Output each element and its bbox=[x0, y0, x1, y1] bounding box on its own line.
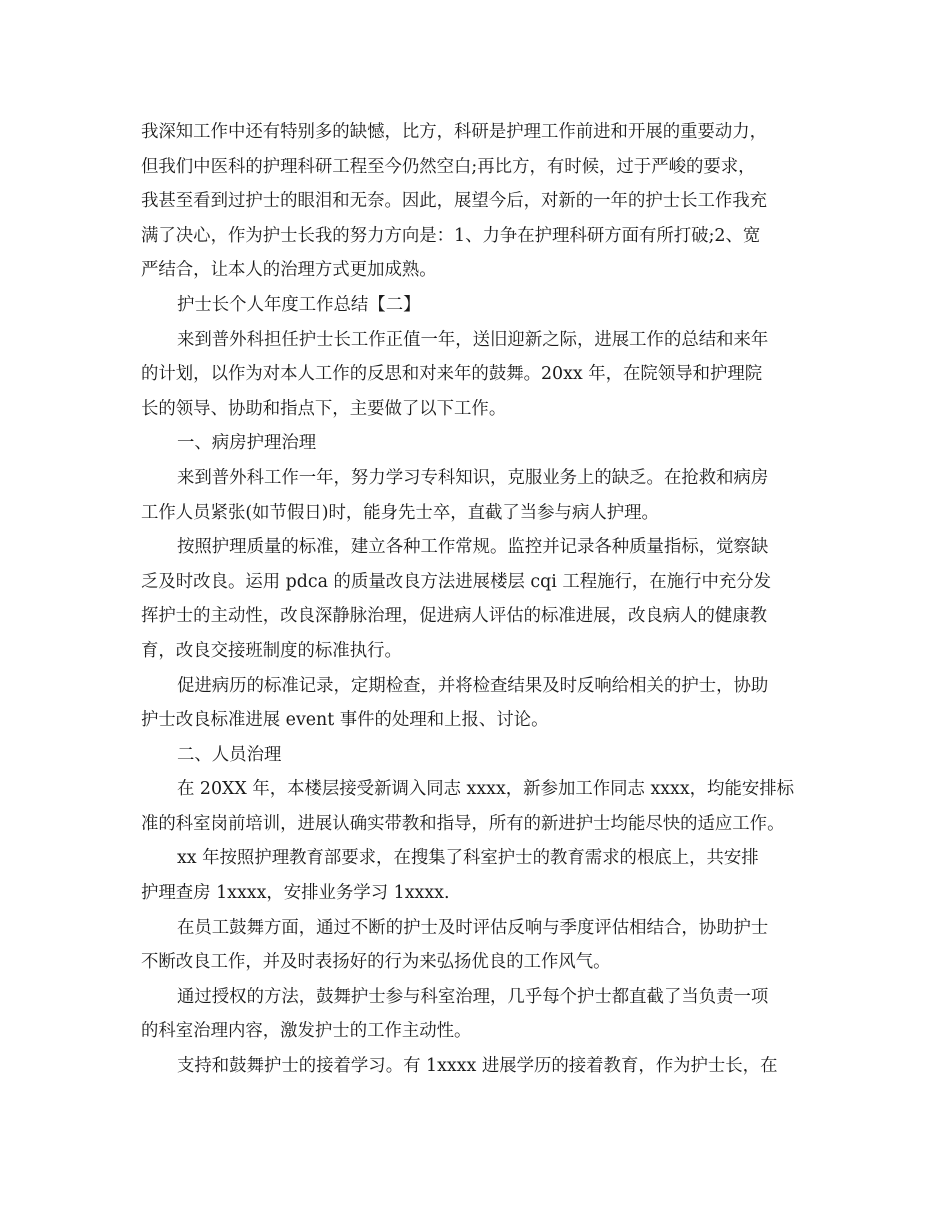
text-line: 的科室治理内容，激发护士的工作主动性。 bbox=[141, 1021, 472, 1042]
text-line: 来到普外科工作一年，努力学习专科知识，克服业务上的缺乏。在抢救和病房 bbox=[177, 467, 769, 488]
text-line: 准的科室岗前培训，进展认确实带教和指导，所有的新进护士均能尽快的适应工作。 bbox=[141, 813, 785, 834]
text-line: 护士长个人年度工作总结【二】 bbox=[177, 294, 421, 315]
text-line: 二、人员治理 bbox=[177, 744, 282, 765]
text-line: 支持和鼓舞护士的接着学习。有 1xxxx 进展学历的接着教育，作为护士长，在 bbox=[177, 1056, 778, 1077]
text-line: 在 20XX 年，本楼层接受新调入同志 xxxx，新参加工作同志 xxxx，均能安排标 bbox=[177, 779, 795, 800]
paragraph bbox=[141, 772, 813, 841]
text-line: 在员工鼓舞方面，通过不断的护士及时评估反响与季度评估相结合，协助护士 bbox=[177, 917, 769, 938]
paragraph bbox=[141, 426, 813, 461]
text-line: 工作人员紧张(如节假日)时，能身先士卒，直截了当参与病人护理。 bbox=[141, 502, 659, 523]
text-line: 我深知工作中还有特别多的缺憾，比方，科研是护理工作前进和开展的重要动力， bbox=[141, 122, 768, 142]
paragraph bbox=[141, 115, 813, 288]
paragraph bbox=[141, 530, 813, 668]
paragraph bbox=[141, 1049, 813, 1084]
paragraph bbox=[141, 288, 813, 323]
text-line: 长的领导、协助和指点下，主要做了以下工作。 bbox=[141, 398, 507, 419]
text-line: 乏及时改良。运用 pdca 的质量改良方法进展楼层 cqi 工程施行，在施行中充分发 bbox=[141, 571, 772, 592]
text-line: 挥护士的主动性，改良深静脉治理，促进病人评估的标准进展，改良病人的健康教 bbox=[141, 606, 768, 627]
paragraph bbox=[141, 911, 813, 980]
text-line: 的计划，以作为对本人工作的反思和对来年的鼓舞。20xx 年，在院领导和护理院 bbox=[141, 364, 763, 385]
text-line: xx 年按照护理教育部要求，在搜集了科室护士的教育需求的根底上，共安排 bbox=[177, 848, 759, 869]
paragraph bbox=[141, 461, 813, 530]
text-line: 一、病房护理治理 bbox=[177, 433, 317, 454]
text-line: 按照护理质量的标准，建立各种工作常规。监控并记录各种质量指标，觉察缺 bbox=[177, 537, 769, 558]
text-line: 不断改良工作，并及时表扬好的行为来弘扬优良的工作风气。 bbox=[141, 952, 611, 973]
paragraph bbox=[141, 669, 813, 738]
document-page bbox=[141, 115, 813, 1084]
paragraph bbox=[141, 323, 813, 427]
paragraph bbox=[141, 841, 813, 910]
text-line: 护理查房 1xxxx，安排业务学习 1xxxx. bbox=[141, 883, 450, 904]
text-line: 促进病历的标准记录，定期检查，并将检查结果及时反响给相关的护士，协助 bbox=[177, 675, 769, 696]
paragraph bbox=[141, 738, 813, 773]
paragraph bbox=[141, 980, 813, 1049]
text-line: 通过授权的方法，鼓舞护士参与科室治理，几乎每个护士都直截了当负责一项 bbox=[177, 986, 769, 1007]
text-line: 但我们中医科的护理科研工程至今仍然空白;再比方，有时候，过于严峻的要求， bbox=[141, 156, 756, 177]
text-line: 护士改良标准进展 event 事件的处理和上报、讨论。 bbox=[141, 710, 549, 731]
text-line: 我甚至看到过护士的眼泪和无奈。因此，展望今后，对新的一年的护士长工作我充 bbox=[141, 191, 768, 212]
text-line: 育，改良交接班制度的标准执行。 bbox=[141, 640, 402, 661]
text-line: 严结合，让本人的治理方式更加成熟。 bbox=[141, 260, 437, 281]
text-line: 满了决心，作为护士长我的努力方向是：1、力争在护理科研方面有所打破;2、宽 bbox=[141, 225, 761, 246]
text-line: 来到普外科担任护士长工作正值一年，送旧迎新之际，进展工作的总结和来年 bbox=[177, 329, 769, 350]
